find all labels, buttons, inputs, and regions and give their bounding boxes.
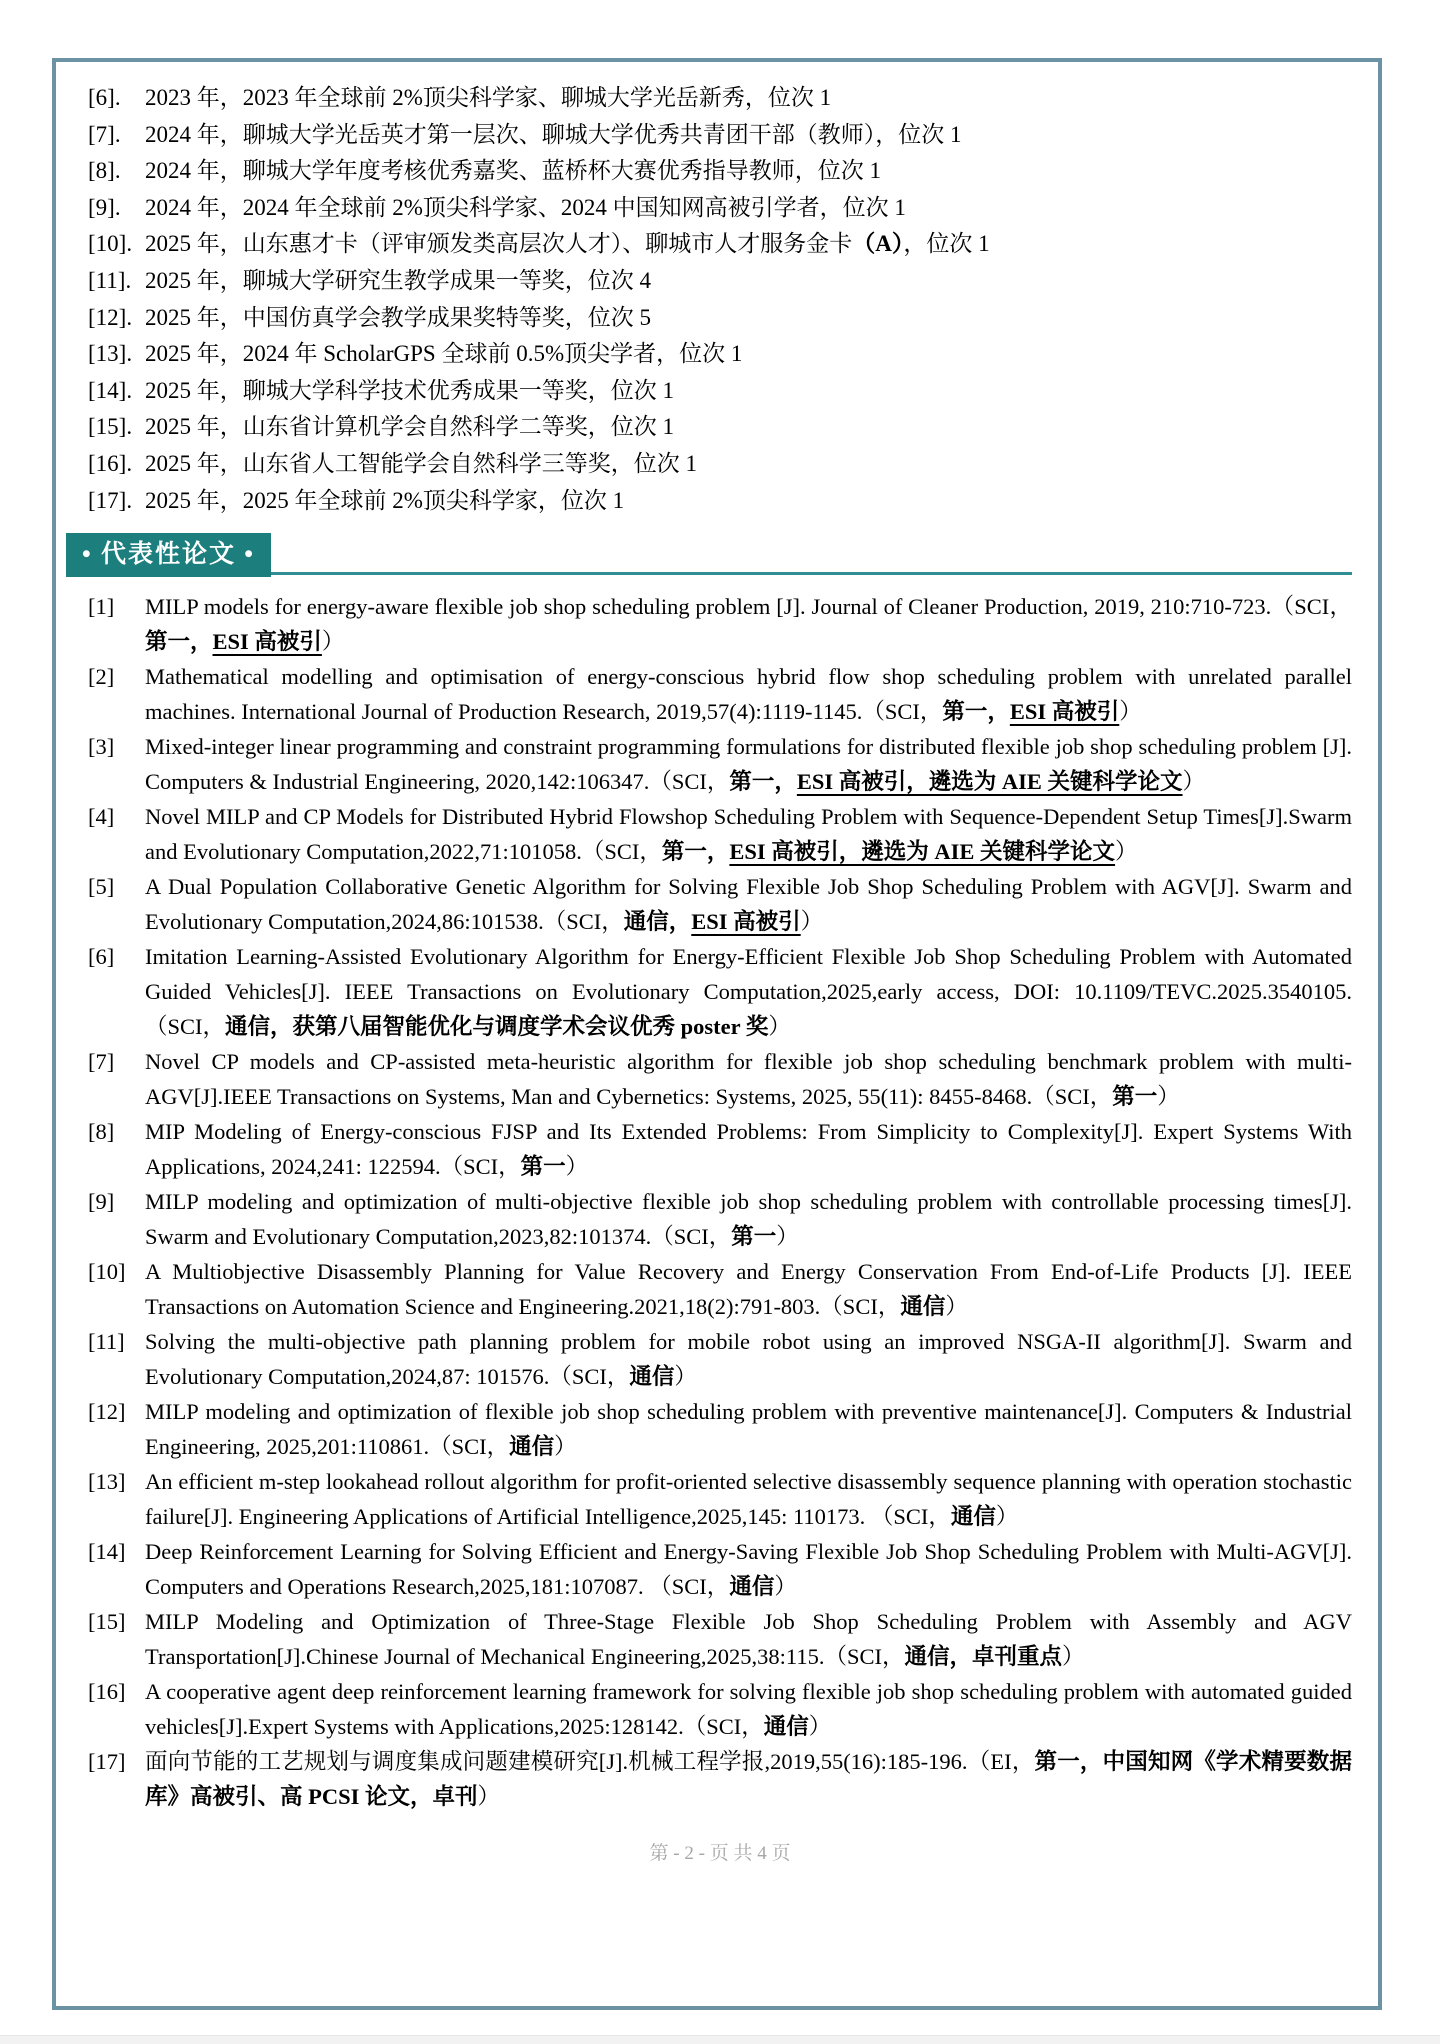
item-number: [9]: [88, 1189, 115, 1215]
item-number: [5]: [88, 874, 115, 900]
item-text: 2024 年，聊城大学年度考核优秀嘉奖、蓝桥杯大赛优秀指导教师，位次 1: [145, 158, 881, 184]
paper-item: [88, 1324, 1352, 1394]
section-title-badge: • 代表性论文 •: [66, 533, 271, 577]
award-item: [88, 446, 1352, 483]
item-number: [8].: [88, 158, 121, 184]
award-item: [88, 373, 1352, 410]
page-content: [82, 80, 1352, 1865]
paper-item: [88, 1184, 1352, 1254]
awards-list: [88, 80, 1352, 519]
item-number: [17].: [88, 487, 133, 513]
paper-item: [88, 659, 1352, 729]
papers-list: [88, 589, 1352, 1814]
item-number: [7]: [88, 1049, 115, 1075]
paper-item: [88, 1534, 1352, 1604]
award-item: [88, 117, 1352, 154]
item-text: MILP Modeling and Optimization of Three-Stage Flexible Job Shop Scheduling Problem with Assembly and AGV Transportation[J].Chinese Journal of Mechanical Engineering,2025,38:115.（SCI，通信，卓刊重点）: [145, 1609, 1352, 1670]
item-text: Novel CP models and CP-assisted meta-heuristic algorithm for flexible job shop scheduling benchmark problem with multi-AGV[J].IEEE Transactions on Systems, Man and Cybernetics: Systems, 2025, 55(11): 8455-8468.（SCI，第一）: [145, 1049, 1352, 1110]
item-number: [13]: [88, 1469, 126, 1495]
paper-item: [88, 1604, 1352, 1674]
award-item: [88, 336, 1352, 373]
paper-item: [88, 799, 1352, 869]
item-number: [13].: [88, 341, 133, 367]
item-number: [7].: [88, 121, 121, 147]
item-number: [9].: [88, 194, 121, 220]
section-header: [66, 533, 1352, 577]
item-number: [4]: [88, 804, 115, 830]
paper-item: [88, 1744, 1352, 1814]
item-text: MILP models for energy-aware flexible job shop scheduling problem [J]. Journal of Cleaner Production, 2019, 210:710-723.（SCI，第一，ESI 高被引）: [145, 594, 1352, 655]
page-border: [52, 58, 1382, 2010]
item-text: MILP modeling and optimization of flexible job shop scheduling problem with preventive maintenance[J]. Computers & Industrial Engineering, 2025,201:110861.（SCI，通信）: [145, 1399, 1352, 1460]
item-number: [12]: [88, 1399, 126, 1425]
item-text: Mixed-integer linear programming and constraint programming formulations for distributed flexible job shop scheduling problem [J]. Computers & Industrial Engineering, 2020,142:106347.（SCI，第一，ESI 高被引，遴选为 AIE 关键科学论文）: [145, 734, 1352, 795]
paper-item: [88, 1464, 1352, 1534]
item-number: [15]: [88, 1609, 126, 1635]
item-text: 2024 年，聊城大学光岳英才第一层次、聊城大学优秀共青团干部（教师），位次 1: [145, 121, 962, 147]
page-footer: 第 - 2 - 页 共 4 页: [649, 1843, 791, 1865]
item-number: [2]: [88, 664, 115, 690]
item-text: 2025 年，山东省计算机学会自然科学二等奖，位次 1: [145, 414, 674, 440]
item-number: [1]: [88, 594, 115, 620]
item-text: An efficient m-step lookahead rollout algorithm for profit-oriented selective disassembly sequence planning with operation stochastic failure[J]. Engineering Applications of Artificial Intelligence,2025,145: 110173. （SCI，通信）: [145, 1469, 1352, 1530]
item-number: [10].: [88, 231, 133, 257]
item-text: Novel MILP and CP Models for Distributed Hybrid Flowshop Scheduling Problem with Sequence-Dependent Setup Times[J].Swarm and Evolutionary Computation,2022,71:101058.（SCI，第一，ESI 高被引，遴选为 AIE 关键科学论文）: [145, 804, 1352, 865]
item-number: [16].: [88, 450, 133, 476]
item-number: [17]: [88, 1749, 126, 1775]
paper-item: [88, 1674, 1352, 1744]
paper-item: [88, 589, 1352, 659]
item-text: A Dual Population Collaborative Genetic Algorithm for Solving Flexible Job Shop Scheduling Problem with AGV[J]. Swarm and Evolutionary Computation,2024,86:101538.（SCI，通信，ESI 高被引）: [145, 874, 1352, 935]
item-text: MIP Modeling of Energy-conscious FJSP and Its Extended Problems: From Simplicity to Complexity[J]. Expert Systems With Applications, 2024,241: 122594.（SCI，第一）: [145, 1119, 1352, 1180]
item-text: A Multiobjective Disassembly Planning for Value Recovery and Energy Conservation From End-of-Life Products [J]. IEEE Transactions on Automation Science and Engineering.2021,18(2):791-803.（SCI，通信）: [145, 1259, 1352, 1320]
award-item: [88, 80, 1352, 117]
item-text: 2023 年，2023 年全球前 2%顶尖科学家、聊城大学光岳新秀，位次 1: [145, 85, 832, 110]
item-text: Mathematical modelling and optimisation of energy-conscious hybrid flow shop scheduling problem with unrelated parallel machines. International Journal of Production Research, 2019,57(4):1119-1145.（SCI，第一，ESI 高被引）: [145, 664, 1352, 725]
award-item: [88, 263, 1352, 300]
item-text: Solving the multi-objective path planning problem for mobile robot using an improved NSGA-II algorithm[J]. Swarm and Evolutionary Computation,2024,87: 101576.（SCI，通信）: [145, 1329, 1352, 1390]
award-item: [88, 300, 1352, 337]
award-item: [88, 409, 1352, 446]
item-text: 面向节能的工艺规划与调度集成问题建模研究[J].机械工程学报,2019,55(16):185-196.（EI，第一，中国知网《学术精要数据库》高被引、高 PCSI 论文，卓刊）: [145, 1749, 1352, 1810]
item-text: Imitation Learning-Assisted Evolutionary Algorithm for Energy-Efficient Flexible Job Shop Scheduling Problem with Automated Guided Vehicles[J]. IEEE Transactions on Evolutionary Computation,2025,early access, DOI: 10.1109/TEVC.2025.3540105. （SCI，通信，获第八届智能优化与调度学术会议优秀 poster 奖）: [145, 944, 1352, 1040]
item-text: 2025 年，聊城大学研究生教学成果一等奖，位次 4: [145, 267, 651, 293]
award-item: [88, 226, 1352, 263]
item-number: [10]: [88, 1259, 126, 1285]
item-text: 2025 年，中国仿真学会教学成果奖特等奖，位次 5: [145, 304, 651, 330]
paper-item: [88, 1394, 1352, 1464]
item-text: 2025 年，山东省人工智能学会自然科学三等奖，位次 1: [145, 450, 697, 476]
viewer-edge-strip: [0, 2035, 1440, 2044]
item-text: Deep Reinforcement Learning for Solving Efficient and Energy-Saving Flexible Job Shop Scheduling Problem with Multi-AGV[J]. Computers and Operations Research,2025,181:107087. （SCI，通信）: [145, 1539, 1352, 1600]
paper-item: [88, 729, 1352, 799]
item-text: 2025 年，聊城大学科学技术优秀成果一等奖，位次 1: [145, 377, 674, 403]
item-number: [12].: [88, 304, 133, 330]
item-text: 2025 年，2025 年全球前 2%顶尖科学家，位次 1: [145, 487, 625, 513]
paper-item: [88, 1044, 1352, 1114]
paper-item: [88, 939, 1352, 1044]
item-number: [8]: [88, 1119, 115, 1145]
item-number: [6]: [88, 944, 115, 970]
item-text: A cooperative agent deep reinforcement learning framework for solving flexible job shop scheduling problem with automated guided vehicles[J].Expert Systems with Applications,2025:128142.（SCI，通信）: [145, 1679, 1352, 1740]
section-rule: [271, 572, 1352, 575]
paper-item: [88, 1254, 1352, 1324]
item-number: [15].: [88, 414, 133, 440]
item-text: 2025 年，山东惠才卡（评审颁发类高层次人才）、聊城市人才服务金卡（A），位次 1: [145, 231, 990, 257]
item-number: [14].: [88, 377, 133, 403]
item-number: [16]: [88, 1679, 126, 1705]
paper-item: [88, 1114, 1352, 1184]
award-item: [88, 190, 1352, 227]
item-number: [11].: [88, 267, 132, 293]
paper-item: [88, 869, 1352, 939]
award-item: [88, 483, 1352, 520]
item-number: [6].: [88, 85, 121, 110]
item-number: [11]: [88, 1329, 125, 1355]
item-text: 2024 年，2024 年全球前 2%顶尖科学家、2024 中国知网高被引学者，位次 1: [145, 194, 906, 220]
award-item: [88, 153, 1352, 190]
item-text: 2025 年，2024 年 ScholarGPS 全球前 0.5%顶尖学者，位次 1: [145, 341, 743, 367]
item-number: [3]: [88, 734, 115, 760]
item-number: [14]: [88, 1539, 126, 1565]
item-text: MILP modeling and optimization of multi-objective flexible job shop scheduling problem with controllable processing times[J]. Swarm and Evolutionary Computation,2023,82:101374.（SCI，第一）: [145, 1189, 1352, 1250]
